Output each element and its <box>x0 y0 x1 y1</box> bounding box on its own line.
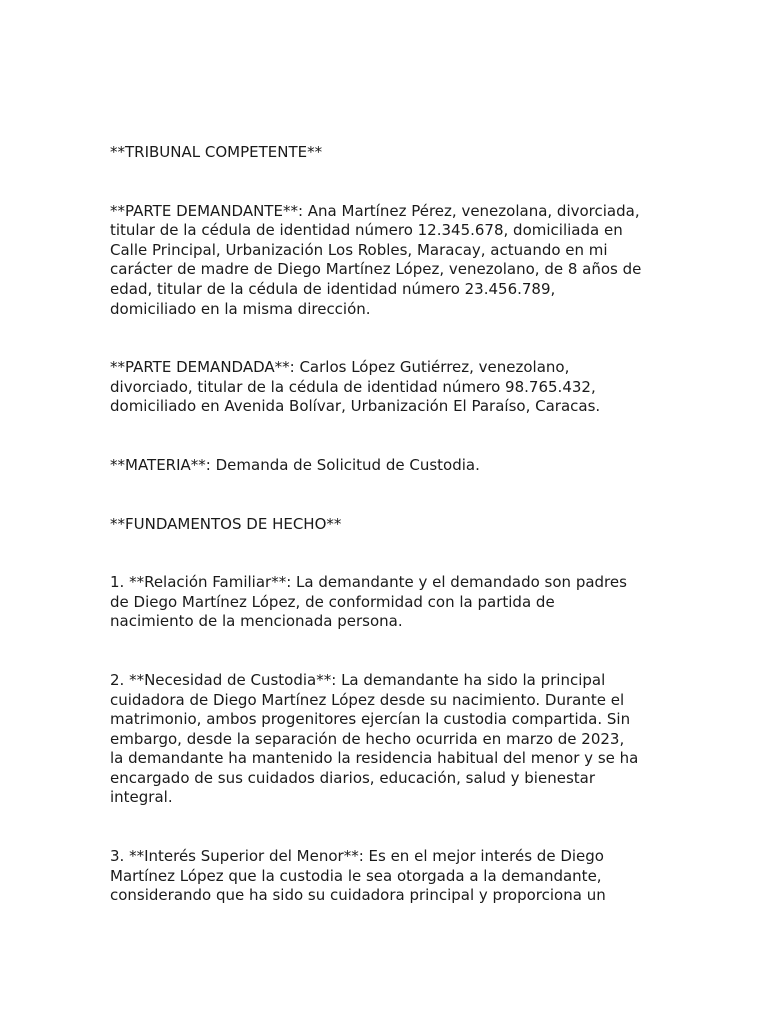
text-line: 3. **Interés Superior del Menor**: Es en el mejor interés de Diego <box>110 847 604 866</box>
text-line: embargo, desde la separación de hecho ocurrida en marzo de 2023, <box>110 729 625 748</box>
text-line: 2. **Necesidad de Custodia**: La demandante ha sido la principal <box>110 670 606 689</box>
paragraph-parte-demandante <box>110 202 670 320</box>
paragraph-necesidad-de-custodia <box>110 671 670 808</box>
text-line: de Diego Martínez López, de conformidad con la partida de <box>110 592 555 611</box>
text-line: domiciliado en Avenida Bolívar, Urbanización El Paraíso, Caracas. <box>110 397 601 416</box>
paragraph-interes-superior-del-menor <box>110 847 670 906</box>
text-line: Calle Principal, Urbanización Los Robles, Maracay, actuando en mi <box>110 240 608 259</box>
paragraph-relacion-familiar <box>110 573 670 632</box>
text-line: cuidadora de Diego Martínez López desde su nacimiento. Durante el <box>110 690 625 709</box>
text-line: carácter de madre de Diego Martínez López, venezolano, de 8 años de <box>110 260 642 279</box>
paragraph-materia <box>110 456 670 476</box>
document-body <box>110 143 670 945</box>
text-line: domiciliado en la misma dirección. <box>110 299 371 318</box>
text-line: integral. <box>110 788 173 807</box>
text-line: 1. **Relación Familiar**: La demandante y el demandado son padres <box>110 573 627 592</box>
text-line: matrimonio, ambos progenitores ejercían la custodia compartida. Sin <box>110 710 631 729</box>
text-line: Martínez López que la custodia le sea otorgada a la demandante, <box>110 866 602 885</box>
text-line: edad, titular de la cédula de identidad número 23.456.789, <box>110 279 556 298</box>
text-line: nacimiento de la mencionada persona. <box>110 612 403 631</box>
paragraph-parte-demandada <box>110 358 670 417</box>
heading-fundamentos-de-hecho <box>110 515 670 535</box>
text-line: **TRIBUNAL COMPETENTE** <box>110 143 323 161</box>
text-line: divorciado, titular de la cédula de identidad número 98.765.432, <box>110 377 596 396</box>
heading-tribunal <box>110 143 670 163</box>
text-line: **PARTE DEMANDANTE**: Ana Martínez Pérez, venezolana, divorciada, <box>110 201 640 220</box>
text-line: considerando que ha sido su cuidadora principal y proporciona un <box>110 886 606 905</box>
text-line: titular de la cédula de identidad número 12.345.678, domiciliada en <box>110 221 623 240</box>
text-line: **PARTE DEMANDADA**: Carlos López Gutiérrez, venezolano, <box>110 358 570 377</box>
text-line: **MATERIA**: Demanda de Solicitud de Custodia. <box>110 455 480 474</box>
text-line: encargado de sus cuidados diarios, educación, salud y bienestar <box>110 768 595 787</box>
text-line: **FUNDAMENTOS DE HECHO** <box>110 514 342 533</box>
text-line: la demandante ha mantenido la residencia habitual del menor y se ha <box>110 749 639 768</box>
